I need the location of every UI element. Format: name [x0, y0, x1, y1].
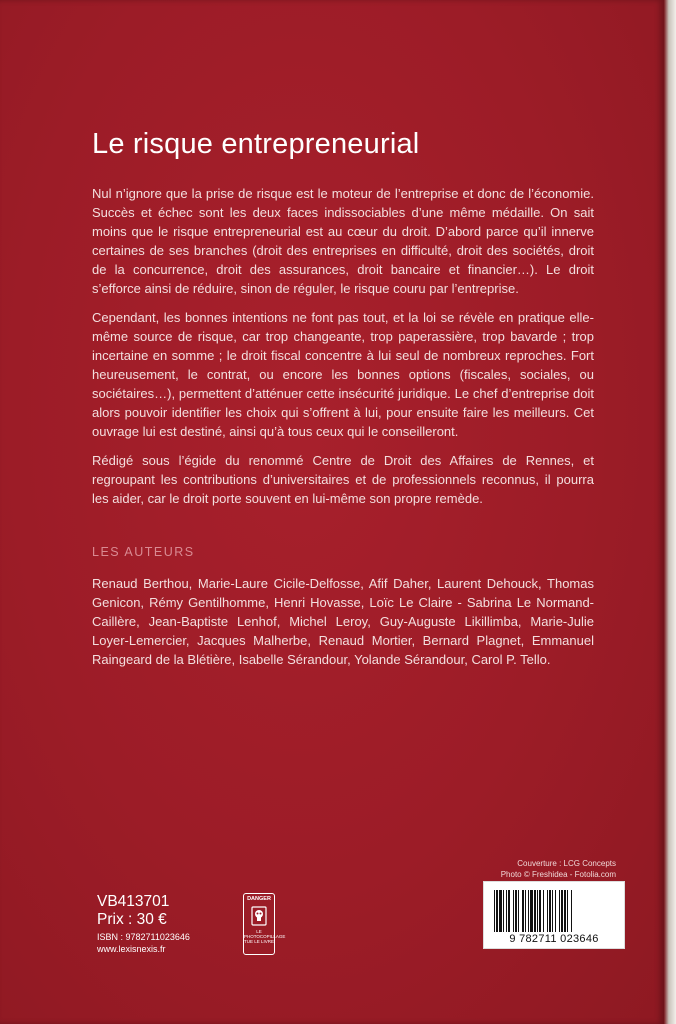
- danger-label: DANGER: [247, 896, 271, 902]
- authors-heading: LES AUTEURS: [92, 545, 195, 559]
- isbn: ISBN : 9782711023646: [97, 932, 190, 942]
- blurb-paragraph-2: Cependant, les bonnes intentions ne font pas tout, et la loi se révèle en pratique elle-même source de risque, car trop changeante, trop paperassière, trop bavarde ; trop incertaine en somme ; le droit fiscal concentre à lui seul de nombreux reproches. Fort heureusement, le contrat, ou encore les bonnes options (fiscales, sociales, ou sociétaires…), permettent d’atténuer cette insécurité juridique. Le chef d’entreprise doit alors pouvoir identifier les choix qui s’offrent à lui, pour ensuite faire les meilleurs. Cet ouvrage lui est destiné, ainsi qu’à tous ceux qui le conseilleront.: [92, 310, 594, 439]
- blurb-paragraph-3: Rédigé sous l’égide du renommé Centre de Droit des Affaires de Rennes, et regroupant les contributions d’universitaires et de professionnels reconnus, il pourra les aider, car le droit porte souvent en lui-même son propre remède.: [92, 453, 594, 506]
- reference-code: VB413701: [97, 893, 170, 910]
- cover-credit: Couverture : LCG Concepts: [517, 859, 616, 868]
- cover-credits: [470, 858, 616, 880]
- danger-slogan: LE PHOTOCOPILLAGE TUE LE LIVRE: [244, 929, 286, 944]
- price-block: [97, 893, 190, 955]
- photo-credit: Photo © Freshidea - Fotolia.com: [500, 870, 616, 879]
- blurb-paragraph-1: Nul n’ignore que la prise de risque est le moteur de l’entreprise et donc de l’économie. Succès et échec sont les deux faces indissociables d’une même médaille. On sait moins que le risque entrepreneurial est au cœur du droit. D’abord parce qu’il innerve certaines de ses branches (droit des entreprises en difficulté, droit des sociétés, droit de la concurrence, droit des assurances, droit bancaire et financier…). Le droit s’efforce ainsi de réduire, sinon de réguler, le risque couru par l’entreprise.: [92, 186, 594, 296]
- website: www.lexisnexis.fr: [97, 944, 166, 954]
- price: Prix : 30 €: [97, 911, 167, 928]
- barcode: [483, 881, 625, 949]
- blurb: [92, 184, 594, 518]
- barcode-number: 9 782711 023646: [509, 933, 599, 945]
- authors-list: Renaud Berthou, Marie-Laure Cicile-Delfosse, Afif Daher, Laurent Dehouck, Thomas Genicon, Rémy Gentilhomme, Henri Hovasse, Loïc Le Claire - Sabrina Le Normand-Caillère, Jean-Baptiste Lenhof, Michel Leroy, Guy-Auguste Likillimba, Marie-Julie Loyer-Lemercier, Jacques Malherbe, Renaud Mortier, Bernard Plagnet, Emmanuel Raingeard de la Blétière, Isabelle Sérandour, Yolande Sérandour, Carol P. Tello.: [92, 576, 594, 667]
- barcode-bars: [492, 890, 616, 932]
- danger-photocopillage-logo: [243, 893, 286, 955]
- book-title: Le risque entrepreneurial: [92, 128, 420, 160]
- book-skull-icon: [250, 904, 268, 928]
- page-edge: [664, 0, 676, 1024]
